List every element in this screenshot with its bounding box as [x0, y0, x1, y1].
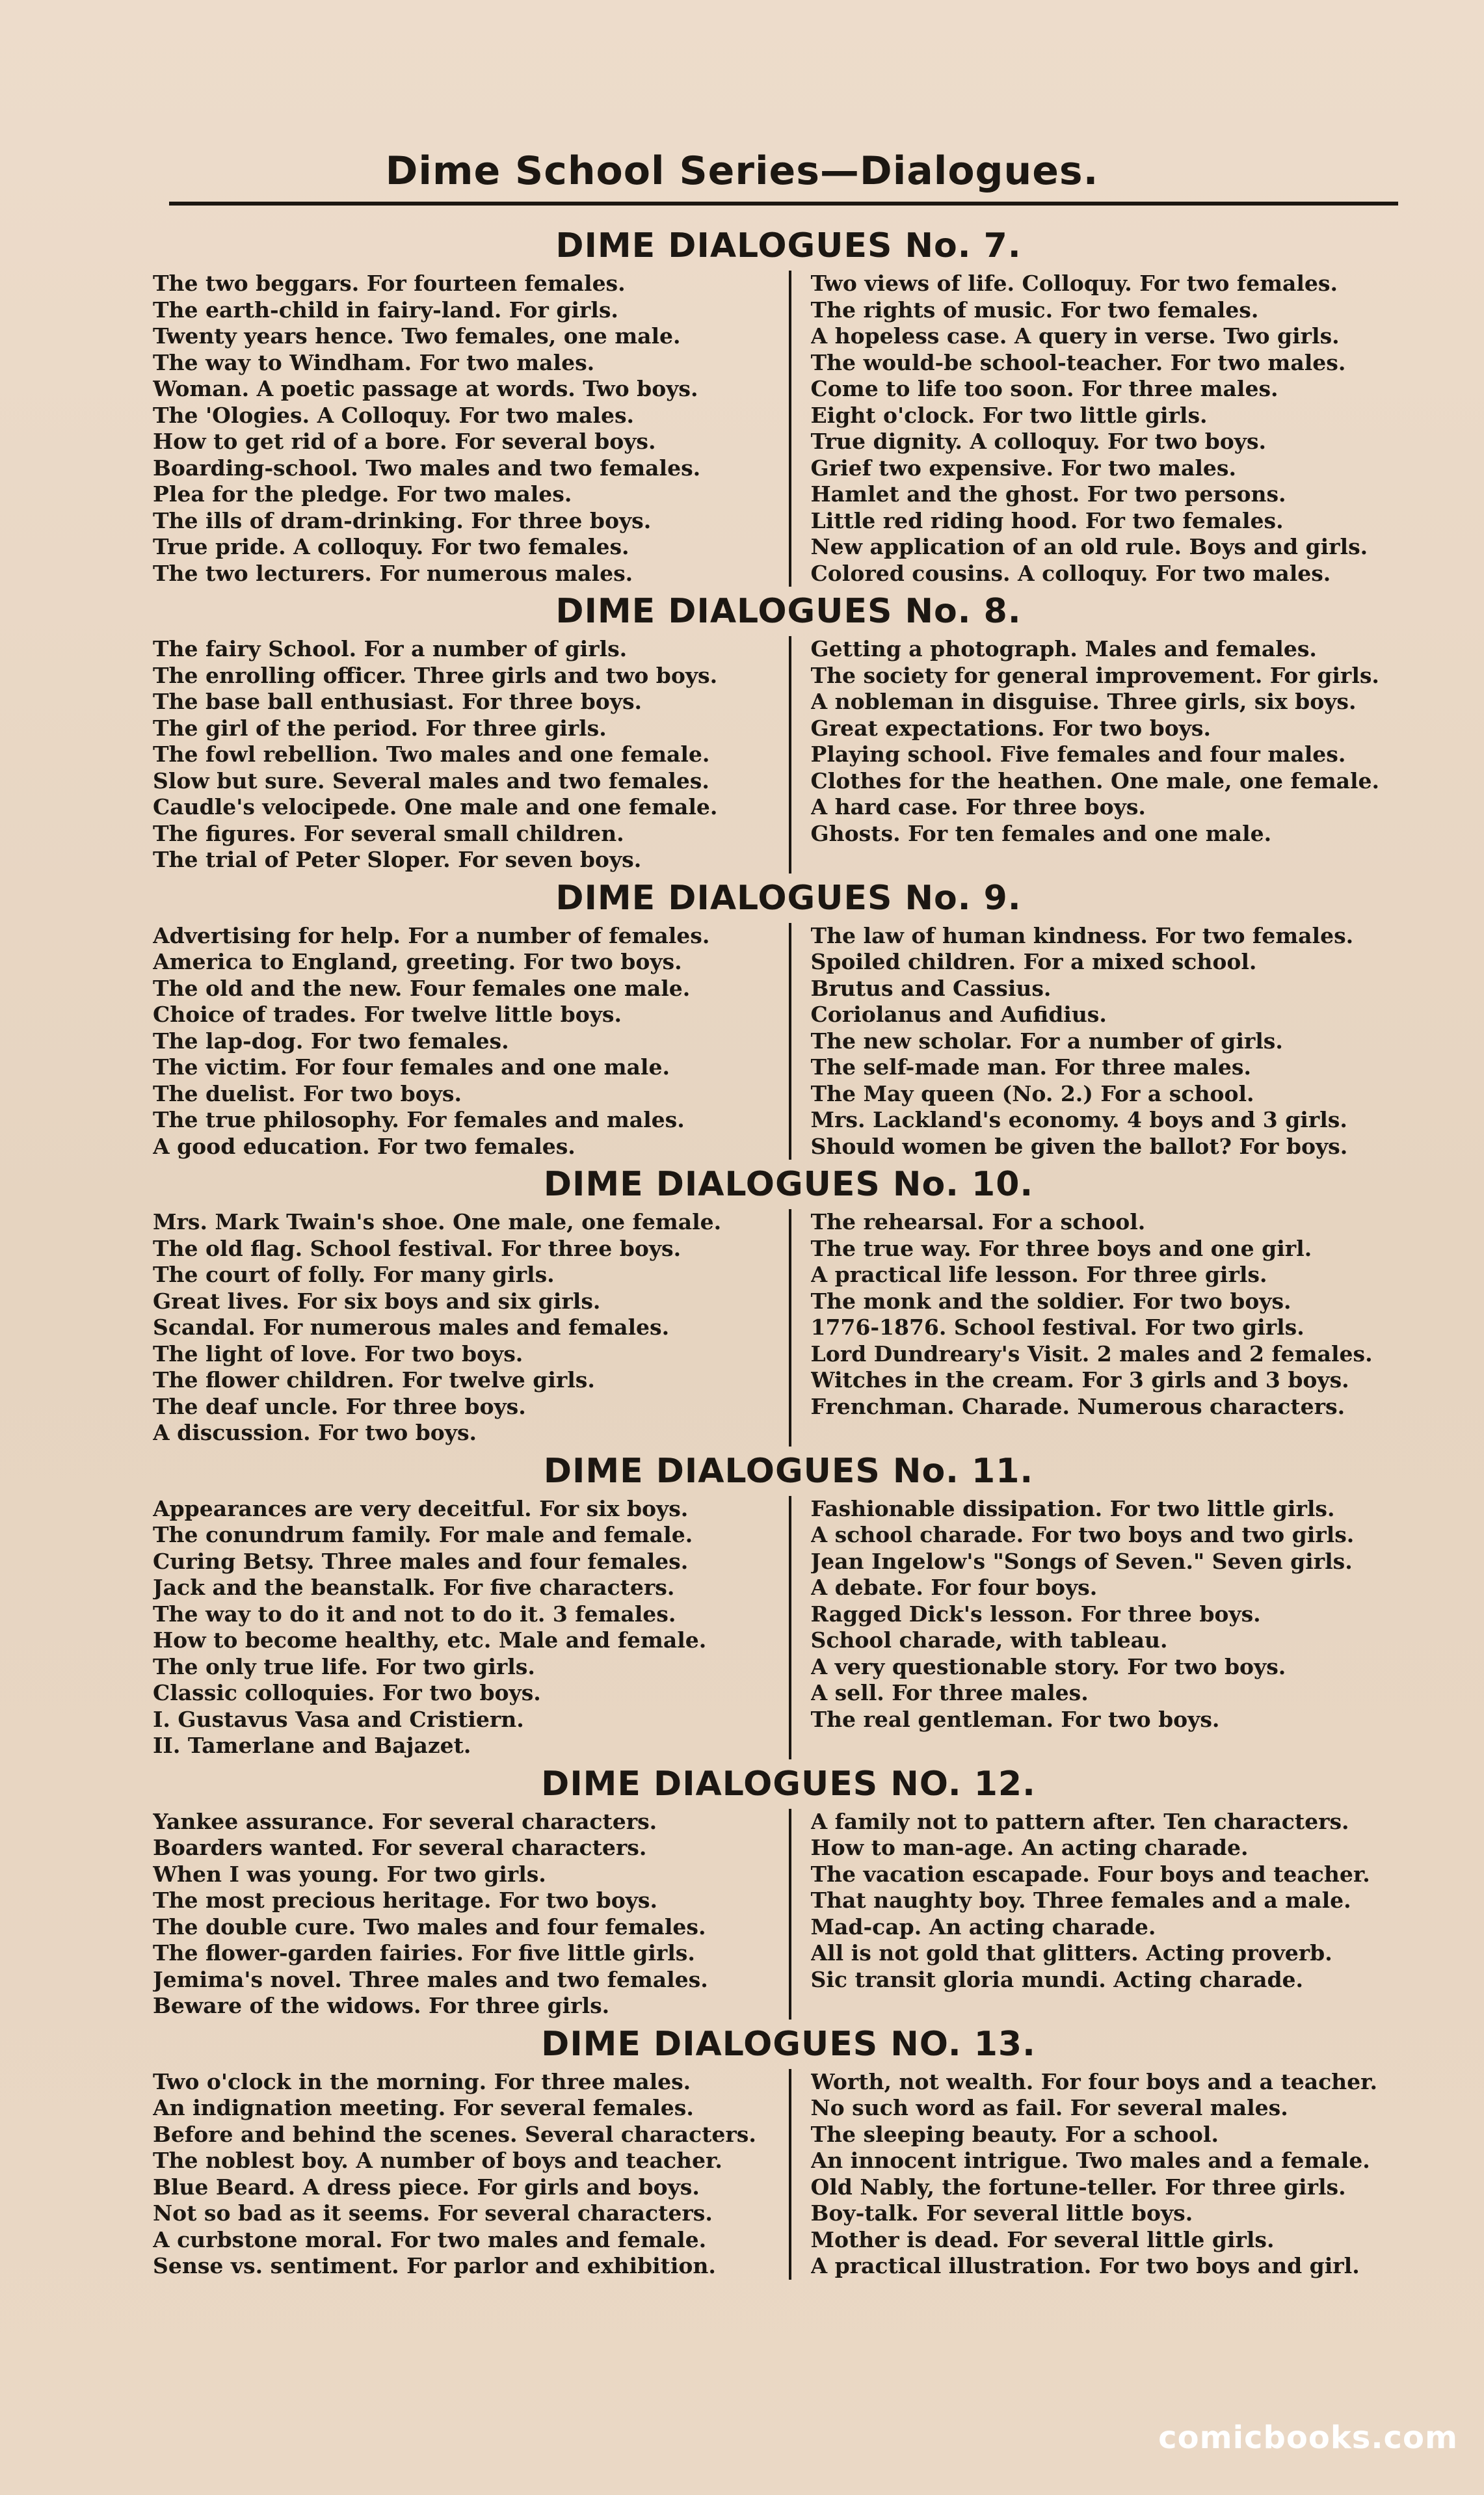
dialogue-entry: The true way. For three boys and one girl. [810, 1235, 1312, 1261]
dialogue-entry: A sell. For three males. [810, 1680, 1089, 1705]
dialogue-entry: Boarders wanted. For several characters. [153, 1835, 647, 1860]
dialogue-entry: The old and the new. Four females one male. [153, 975, 691, 1001]
dialogue-entry: A discussion. For two boys. [153, 1420, 477, 1445]
dialogue-entry: The noblest boy. A number of boys and teacher. [153, 2148, 722, 2173]
right-column [789, 1496, 1425, 1759]
dialogue-entry: Jemima's novel. Three males and two females. [153, 1966, 708, 1992]
section-title: DIME DIALOGUES NO. 12. [541, 1764, 1036, 1804]
dialogue-entry: Great expectations. For two boys. [810, 715, 1211, 741]
dialogue-entry: The way to do it and not to do it. 3 females. [153, 1601, 676, 1627]
section-columns [153, 1496, 1424, 1759]
dialogue-entry: Classic colloquies. For two boys. [153, 1680, 541, 1705]
dialogue-entry: Not so bad as it seems. For several characters. [153, 2200, 713, 2226]
dialogue-entry: A good education. For two females. [153, 1133, 576, 1159]
dialogue-entry: Old Nably, the fortune-teller. For three girls. [810, 2174, 1346, 2200]
dialogue-entry: A nobleman in disguise. Three girls, six boys. [810, 689, 1357, 714]
dialogue-entry: II. Tamerlane and Bajazet. [153, 1733, 471, 1758]
dialogue-entry: No such word as fail. For several males. [810, 2095, 1288, 2120]
dialogue-entry: Eight o'clock. For two little girls. [810, 402, 1208, 428]
left-column [153, 1496, 789, 1759]
dialogue-section [153, 1759, 1424, 2020]
section-title: DIME DIALOGUES No. 11. [543, 1451, 1034, 1491]
dialogue-entry: The light of love. For two boys. [153, 1341, 523, 1367]
dialogue-entry: A very questionable story. For two boys. [810, 1653, 1286, 1679]
dialogue-entry: The court of folly. For many girls. [153, 1262, 555, 1287]
dialogue-entry: The self-made man. For three males. [810, 1054, 1251, 1080]
section-columns [153, 923, 1424, 1160]
dialogue-section [153, 587, 1424, 874]
dialogue-entry: Slow but sure. Several males and two females. [153, 767, 709, 794]
section-columns [153, 271, 1424, 587]
dialogue-entry: The society for general improvement. For girls. [810, 662, 1379, 688]
dialogue-entry: Spoiled children. For a mixed school. [810, 949, 1257, 974]
dialogue-entry: Two views of life. Colloquy. For two females. [810, 271, 1338, 296]
dialogue-entry: A curbstone moral. For two males and female. [153, 2226, 707, 2252]
section-title: DIME DIALOGUES No. 8. [555, 592, 1022, 631]
dialogue-entry: Caudle's velocipede. One male and one female. [153, 794, 718, 820]
dialogue-entry: Little red riding hood. For two females. [810, 507, 1284, 533]
dialogue-entry: Ghosts. For ten females and one male. [810, 820, 1272, 846]
section-columns [153, 636, 1424, 874]
dialogue-entry: Jack and the beanstalk. For five characters. [153, 1575, 675, 1600]
right-column [789, 1209, 1425, 1447]
dialogue-entry: The law of human kindness. For two females. [810, 922, 1354, 948]
header-rule [169, 202, 1398, 206]
dialogue-entry: The would-be school-teacher. For two males. [810, 349, 1346, 375]
left-column [153, 1209, 789, 1447]
dialogue-entry: Advertising for help. For a number of females. [153, 922, 710, 948]
dialogue-entry: The vacation escapade. Four boys and teacher. [810, 1861, 1370, 1887]
dialogue-entry: An innocent intrigue. Two males and a female. [810, 2148, 1370, 2173]
section-columns [153, 1809, 1424, 2020]
dialogue-entry: Sense vs. sentiment. For parlor and exhibition. [153, 2253, 716, 2278]
dialogue-entry: How to become healthy, etc. Male and female. [153, 1627, 707, 1653]
dialogue-entry: Grief two expensive. For two males. [810, 455, 1236, 481]
dialogue-entry: The earth-child in fairy-land. For girls. [153, 297, 618, 323]
dialogue-entry: The true philosophy. For females and males. [153, 1107, 685, 1132]
dialogue-entry: Blue Beard. A dress piece. For girls and boys. [153, 2174, 700, 2200]
dialogue-entry: The May queen (No. 2.) For a school. [810, 1080, 1254, 1106]
dialogue-section [153, 874, 1424, 1160]
dialogue-entry: True pride. A colloquy. For two females. [153, 534, 629, 559]
dialogue-entry: Sic transit gloria mundi. Acting charade. [810, 1966, 1304, 1992]
dialogue-entry: I. Gustavus Vasa and Cristiern. [153, 1706, 524, 1732]
dialogue-entry: Before and behind the scenes. Several characters. [153, 2121, 756, 2147]
dialogue-entry: Fashionable dissipation. For two little girls. [810, 1495, 1335, 1521]
dialogue-entry: The two beggars. For fourteen females. [153, 271, 626, 296]
dialogue-entry: America to England, greeting. For two boys. [153, 949, 682, 974]
dialogue-entry: The girl of the period. For three girls. [153, 715, 607, 741]
dialogue-entry: A hard case. For three boys. [810, 794, 1146, 820]
dialogue-entry: The only true life. For two girls. [153, 1653, 535, 1679]
dialogue-entry: The base ball enthusiast. For three boys. [153, 689, 643, 714]
dialogue-entry: The victim. For four females and one male. [153, 1054, 670, 1080]
dialogue-entry: Should women be given the ballot? For boys. [810, 1133, 1348, 1159]
dialogue-entry: How to man-age. An acting charade. [810, 1835, 1249, 1860]
dialogue-entry: Witches in the cream. For 3 girls and 3 boys. [810, 1367, 1349, 1393]
dialogue-entry: Getting a photograph. Males and females. [810, 636, 1317, 661]
dialogue-entry: Mad-cap. An acting charade. [810, 1914, 1156, 1940]
dialogue-entry: That naughty boy. Three females and a male. [810, 1888, 1351, 1913]
right-column [789, 1809, 1425, 2020]
dialogue-entry: Lord Dundreary's Visit. 2 males and 2 females. [810, 1341, 1373, 1367]
dialogue-entry: True dignity. A colloquy. For two boys. [810, 429, 1267, 454]
dialogue-entry: A family not to pattern after. Ten characters. [810, 1808, 1349, 1834]
left-column [153, 636, 789, 874]
dialogue-section [153, 1160, 1424, 1447]
right-column [789, 2069, 1425, 2280]
dialogue-entry: The figures. For several small children. [153, 820, 624, 846]
dialogue-entry: The ills of dram-drinking. For three boys. [153, 507, 652, 533]
dialogue-entry: Two o'clock in the morning. For three males. [153, 2068, 691, 2094]
watermark: comicbooks.com [1158, 2420, 1458, 2456]
dialogue-entry: The two lecturers. For numerous males. [153, 560, 633, 586]
dialogue-entry: The way to Windham. For two males. [153, 349, 595, 375]
dialogue-entry: Come to life too soon. For three males. [810, 376, 1279, 401]
dialogue-entry: Woman. A poetic passage at words. Two boys. [153, 376, 698, 401]
dialogue-entry: The monk and the soldier. For two boys. [810, 1288, 1292, 1314]
dialogue-entry: Brutus and Cassius. [810, 975, 1052, 1001]
dialogue-entry: Ragged Dick's lesson. For three boys. [810, 1601, 1261, 1627]
dialogue-entry: Curing Betsy. Three males and four females. [153, 1548, 689, 1574]
dialogue-entry: Mother is dead. For several little girls. [810, 2226, 1275, 2252]
dialogue-entry: Plea for the pledge. For two males. [153, 481, 572, 507]
dialogue-entry: The enrolling officer. Three girls and two boys. [153, 662, 718, 688]
dialogue-entry: The flower-garden fairies. For five little girls. [153, 1940, 695, 1966]
section-title: DIME DIALOGUES No. 9. [555, 878, 1022, 918]
dialogue-entry: Hamlet and the ghost. For two persons. [810, 481, 1286, 507]
dialogue-entry: Playing school. Five females and four males. [810, 741, 1346, 767]
section-title: DIME DIALOGUES No. 7. [555, 226, 1022, 265]
dialogue-entry: Yankee assurance. For several characters. [153, 1808, 657, 1834]
dialogue-entry: The duelist. For two boys. [153, 1080, 462, 1106]
dialogue-entry: The trial of Peter Sloper. For seven boys. [153, 847, 642, 872]
dialogue-entry: Coriolanus and Aufidius. [810, 1002, 1107, 1027]
page-header: Dime School Series—Dialogues. [385, 148, 1099, 194]
dialogue-entry: Clothes for the heathen. One male, one female. [810, 767, 1380, 794]
content [153, 221, 1424, 2280]
right-column [789, 271, 1425, 587]
dialogue-entry: Frenchman. Charade. Numerous characters. [810, 1393, 1345, 1419]
dialogue-entry: The rights of music. For two females. [810, 297, 1259, 323]
left-column [153, 1809, 789, 2020]
dialogue-entry: Boy-talk. For several little boys. [810, 2200, 1193, 2226]
dialogue-entry: An indignation meeting. For several females. [153, 2095, 694, 2120]
dialogue-entry: A debate. For four boys. [810, 1575, 1098, 1600]
dialogue-entry: A school charade. For two boys and two girls. [810, 1522, 1355, 1547]
dialogue-entry: Choice of trades. For twelve little boys. [153, 1002, 622, 1027]
section-columns [153, 1209, 1424, 1447]
dialogue-section [153, 1447, 1424, 1759]
dialogue-section [153, 2020, 1424, 2280]
dialogue-entry: The fairy School. For a number of girls. [153, 636, 628, 661]
dialogue-entry: Scandal. For numerous males and females. [153, 1314, 670, 1340]
section-title: DIME DIALOGUES NO. 13. [541, 2024, 1036, 2064]
left-column [153, 2069, 789, 2280]
dialogue-entry: Jean Ingelow's "Songs of Seven." Seven girls. [810, 1548, 1353, 1574]
right-column [789, 636, 1425, 874]
dialogue-entry: The new scholar. For a number of girls. [810, 1028, 1283, 1054]
dialogue-section [153, 221, 1424, 587]
dialogue-entry: Boarding-school. Two males and two females. [153, 455, 701, 481]
dialogue-entry: The sleeping beauty. For a school. [810, 2121, 1219, 2147]
dialogue-entry: How to get rid of a bore. For several boys. [153, 429, 656, 454]
dialogue-entry: School charade, with tableau. [810, 1627, 1168, 1653]
dialogue-entry: A practical life lesson. For three girls. [810, 1262, 1267, 1287]
dialogue-entry: The most precious heritage. For two boys. [153, 1888, 657, 1913]
dialogue-entry: The fowl rebellion. Two males and one female. [153, 741, 710, 767]
dialogue-entry: Mrs. Mark Twain's shoe. One male, one female. [153, 1209, 722, 1234]
dialogue-entry: The deaf uncle. For three boys. [153, 1393, 526, 1419]
dialogue-entry: The flower children. For twelve girls. [153, 1367, 595, 1393]
left-column [153, 923, 789, 1160]
dialogue-entry: Colored cousins. A colloquy. For two males. [810, 560, 1331, 586]
dialogue-entry: A hopeless case. A query in verse. Two girls. [810, 323, 1340, 349]
dialogue-entry: Mrs. Lackland's economy. 4 boys and 3 girls. [810, 1107, 1347, 1132]
dialogue-entry: Great lives. For six boys and six girls. [153, 1288, 601, 1314]
left-column [153, 271, 789, 587]
dialogue-entry: When I was young. For two girls. [153, 1861, 546, 1887]
dialogue-entry: The lap-dog. For two females. [153, 1028, 509, 1054]
dialogue-entry: All is not gold that glitters. Acting proverb. [810, 1940, 1332, 1966]
dialogue-entry: The 'Ologies. A Colloquy. For two males. [153, 402, 635, 428]
dialogue-entry: The rehearsal. For a school. [810, 1209, 1146, 1234]
dialogue-entry: 1776-1876. School festival. For two girls. [810, 1314, 1305, 1340]
dialogue-entry: The real gentleman. For two boys. [810, 1706, 1220, 1732]
dialogue-entry: The conundrum family. For male and female. [153, 1522, 693, 1547]
dialogue-entry: The double cure. Two males and four females. [153, 1914, 706, 1940]
section-title: DIME DIALOGUES No. 10. [543, 1165, 1034, 1204]
dialogue-entry: A practical illustration. For two boys and girl. [810, 2253, 1360, 2278]
dialogue-entry: Beware of the widows. For three girls. [153, 1993, 610, 2018]
dialogue-entry: The old flag. School festival. For three boys. [153, 1235, 682, 1261]
dialogue-entry: Twenty years hence. Two females, one male. [153, 323, 681, 349]
section-columns [153, 2069, 1424, 2280]
dialogue-entry: Appearances are very deceitful. For six boys. [153, 1495, 689, 1521]
right-column [789, 923, 1425, 1160]
dialogue-entry: New application of an old rule. Boys and girls. [810, 534, 1368, 559]
dialogue-entry: Worth, not wealth. For four boys and a teacher. [810, 2068, 1378, 2094]
